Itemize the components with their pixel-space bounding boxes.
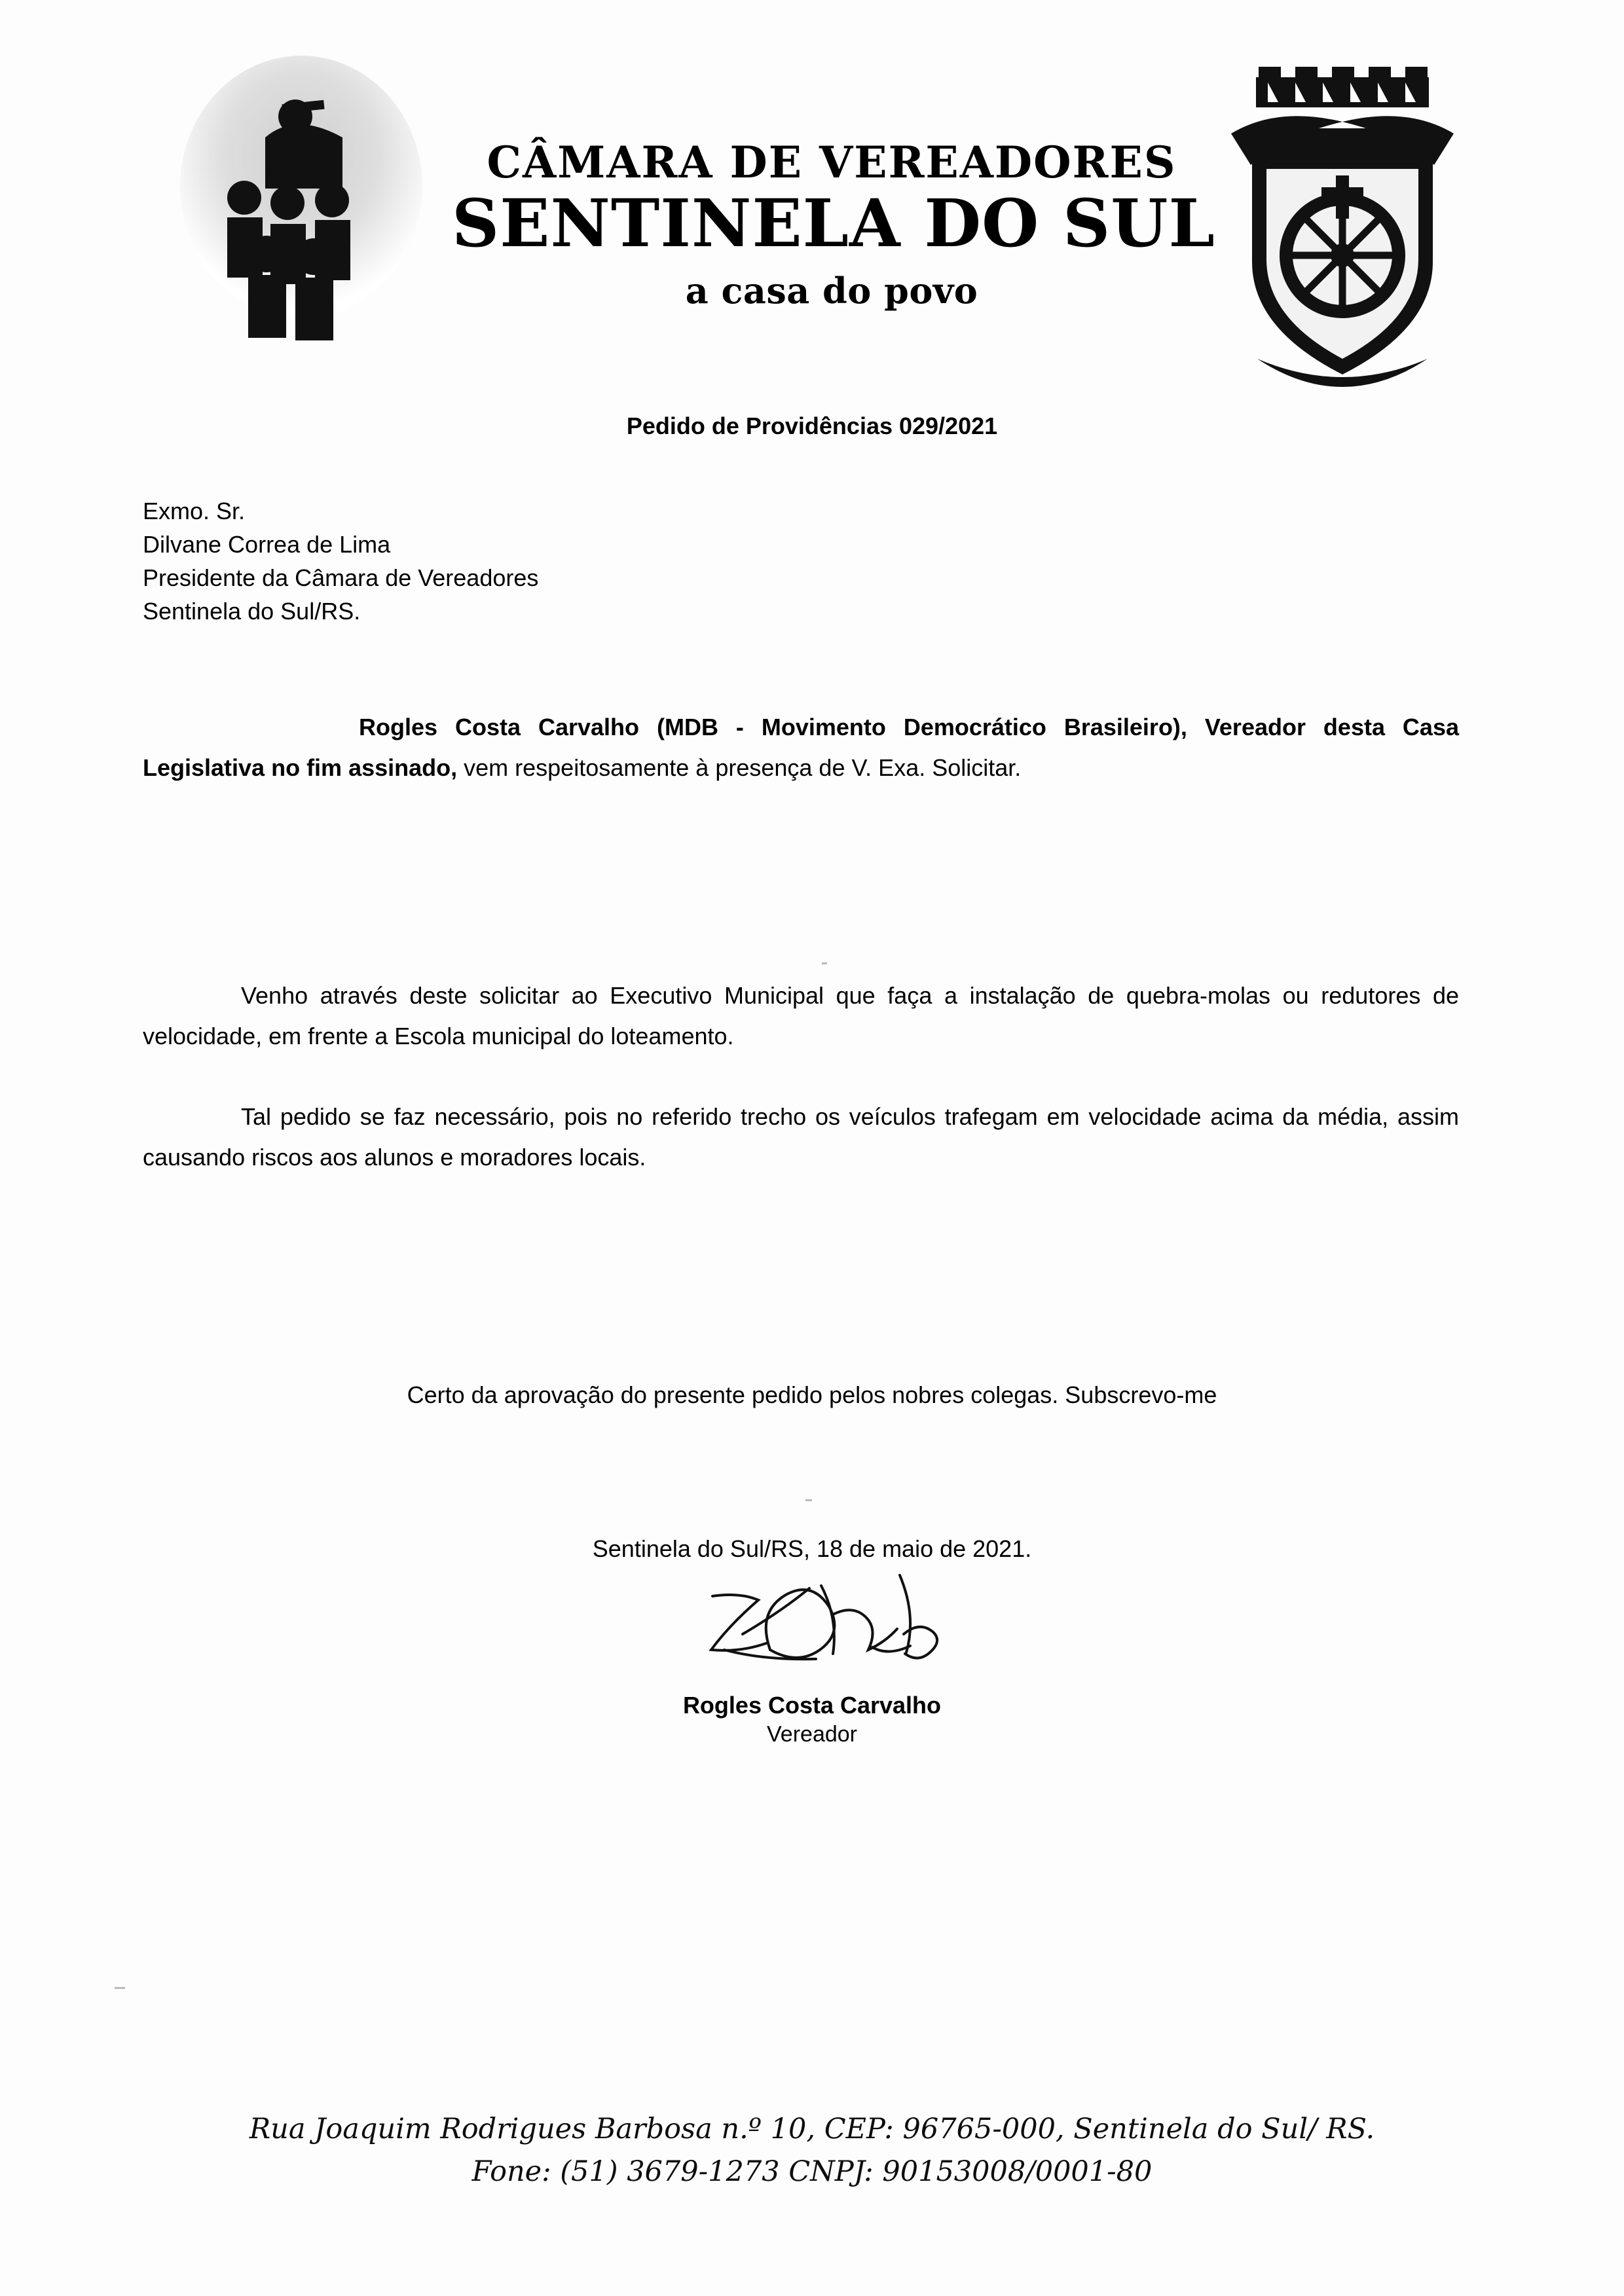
scan-artifact: [115, 1987, 125, 1989]
paragraph-closing: Certo da aprovação do presente pedido pelos nobres colegas. Subscrevo-me: [407, 1381, 1217, 1408]
paragraph-justification-text: Tal pedido se faz necessário, pois no referido trecho os veículos trafegam em velocidade acima da média, assim causando riscos aos alunos e moradores locais.: [143, 1103, 1459, 1171]
addressee-line-2: Dilvane Correa de Lima: [143, 531, 391, 558]
addressee-block: [143, 494, 538, 628]
paragraph-introduction-bold: Rogles Costa Carvalho (MDB - Movimento Democrático Brasileiro), Vereador desta Casa Legislativa no fim assinado,: [143, 714, 1459, 781]
footer-address-line: Rua Joaquim Rodrigues Barbosa n.º 10, CEP: 96765-000, Sentinela do Sul/ RS.: [249, 2113, 1375, 2145]
camara-chamber-illustration-icon: [167, 46, 442, 373]
paragraph-request-text: Venho através deste solicitar ao Executivo Municipal que faça a instalação de quebra-molas ou redutores de velocidade, em frente a Escola municipal do loteamento.: [143, 982, 1459, 1049]
municipal-coat-of-arms-icon: [1211, 65, 1473, 393]
addressee-line-3: Presidente da Câmara de Vereadores: [143, 564, 539, 592]
addressee-line-1: Exmo. Sr.: [143, 498, 246, 524]
scan-artifact: [822, 962, 827, 964]
signature-block: [0, 1571, 1624, 1747]
footer-contact-line: Fone: (51) 3679-1273 CNPJ: 90153008/0001-80: [471, 2155, 1153, 2188]
paragraph-justification: [143, 1097, 1459, 1178]
footer-address-block: [0, 2108, 1624, 2193]
paragraph-introduction-rest: vem respeitosamente à presença de V. Exa. Solicitar.: [457, 754, 1022, 781]
letterhead-tagline: a casa do povo: [685, 270, 978, 312]
letterhead-title-line-1: CÂMARA DE VEREADORES: [487, 137, 1177, 188]
letterhead-title-line-2: SENTINELA DO SUL: [452, 185, 1215, 262]
letterhead-title-block: [452, 137, 1215, 312]
document-title: Pedido de Providências 029/2021: [626, 412, 998, 439]
letterhead: [0, 39, 1624, 393]
signature-role: Vereador: [767, 1722, 857, 1747]
place-and-date: Sentinela do Sul/RS, 18 de maio de 2021.: [592, 1535, 1032, 1562]
paragraph-introduction: [143, 707, 1459, 788]
signature-name: Rogles Costa Carvalho: [682, 1692, 942, 1719]
handwritten-signature-icon: [602, 1571, 1022, 1696]
addressee-line-4: Sentinela do Sul/RS.: [143, 598, 361, 625]
paragraph-request: [143, 975, 1459, 1057]
scan-artifact: [805, 1499, 812, 1501]
